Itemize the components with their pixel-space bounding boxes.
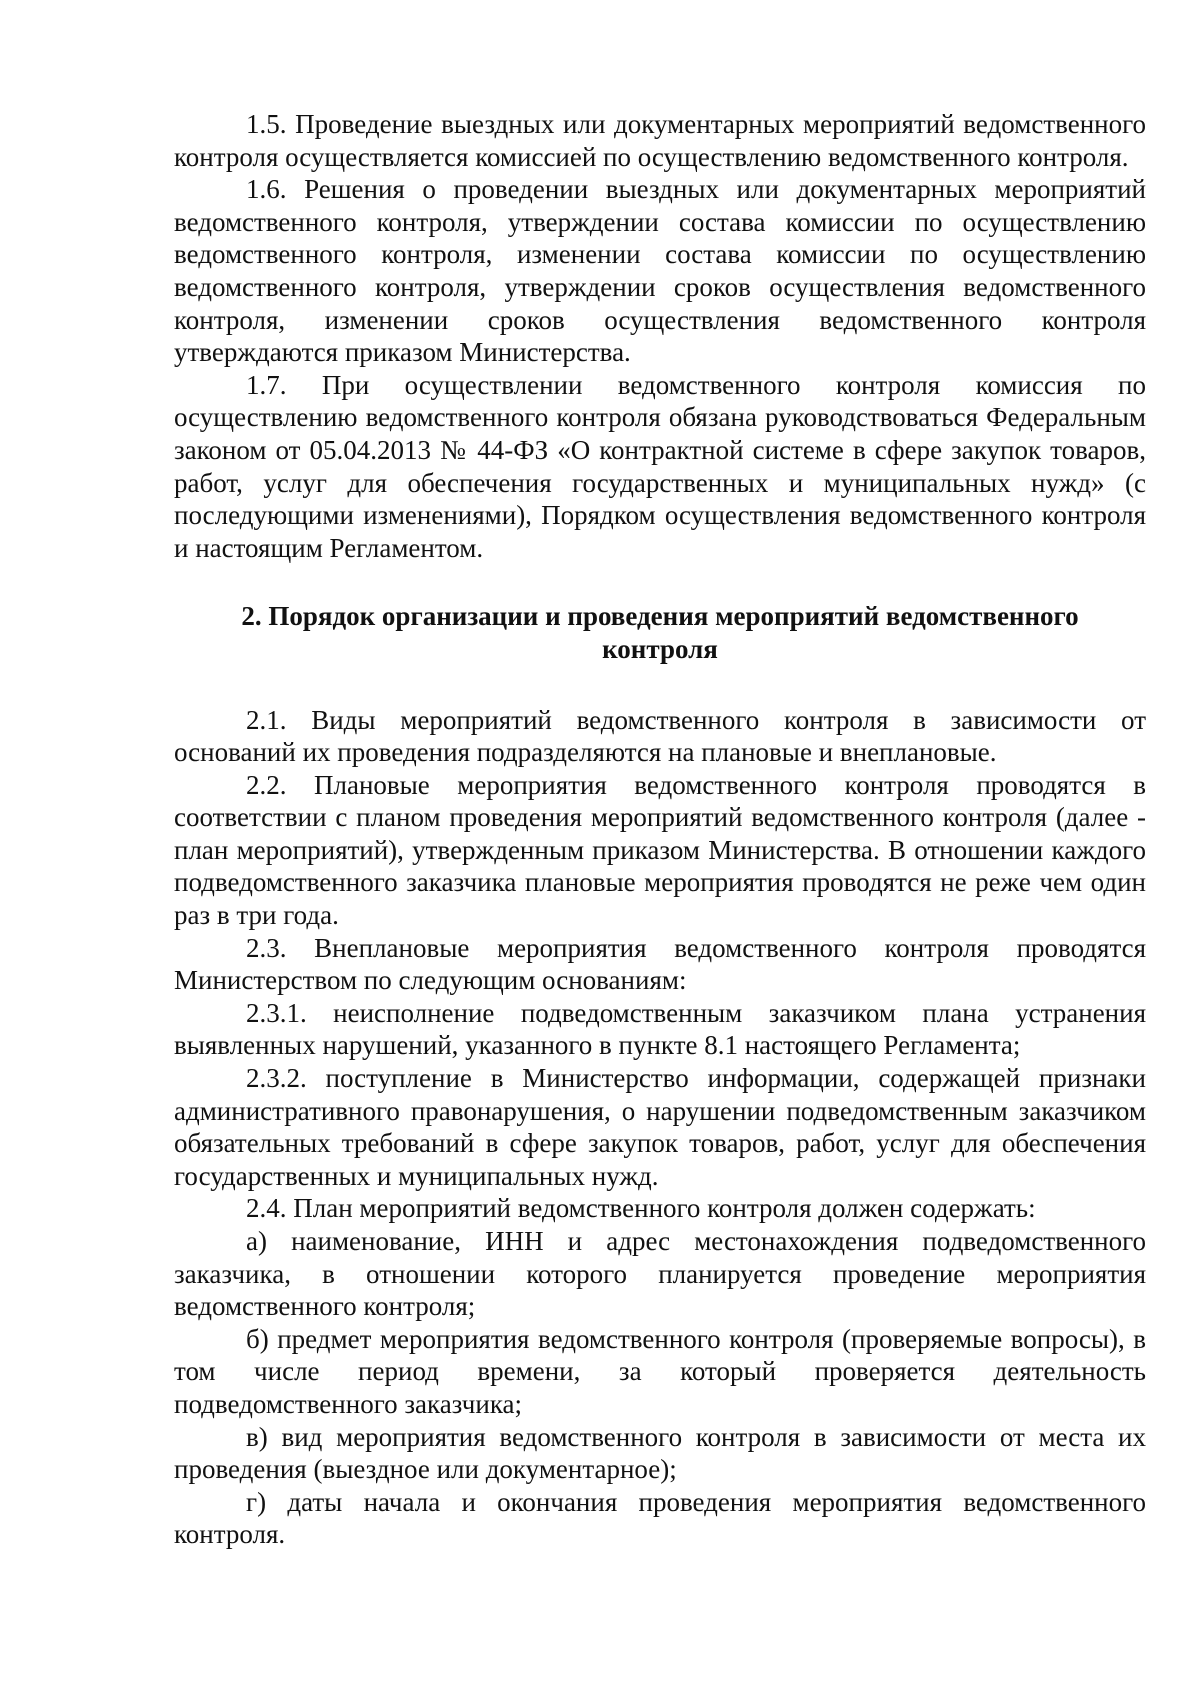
paragraph-1-5: 1.5. Проведение выездных или документарных мероприятий ведомственного контроля осуществляется комиссией по осуществлению ведомственного контроля. (174, 109, 1146, 172)
paragraph-2-3-2: 2.3.2. поступление в Министерство информации, содержащей признаки административного правонарушения, о нарушении подведомственным заказчиком обязательных требований в сфере закупок товаров, работ, услуг для обеспечения государственных и муниципальных нужд. (174, 1063, 1146, 1191)
document-page (174, 108, 1146, 1551)
list-item-v: в) вид мероприятия ведомственного контроля в зависимости от места их проведения (выездное или документарное); (174, 1421, 1146, 1485)
paragraph-2-3: 2.3. Внеплановые мероприятия ведомственного контроля проводятся Министерством по следующим основаниям: (174, 932, 1146, 996)
list-item-a: а) наименование, ИНН и адрес местонахождения подведомственного заказчика, в отношении которого планируется проведение мероприятия ведомственного контроля; (174, 1226, 1146, 1322)
paragraph-1-7: 1.7. При осуществлении ведомственного контроля комиссия по осуществлению ведомственного контроля обязана руководствоваться Федеральным законом от 05.04.2013 № 44-ФЗ «О контрактной системе в сфере закупок товаров, работ, услуг для обеспечения государственных и муниципальных нужд» (с последующими изменениями), Порядком осуществления ведомственного контроля и настоящим Регламентом. (174, 369, 1146, 563)
paragraph-2-4: 2.4. План мероприятий ведомственного контроля должен содержать: (246, 1193, 1036, 1224)
paragraph-2-3-1: 2.3.1. неисполнение подведомственным заказчиком плана устранения выявленных нарушений, указанного в пункте 8.1 настоящего Регламента; (174, 997, 1146, 1061)
list-item-g: г) даты начала и окончания проведения мероприятия ведомственного контроля. (174, 1486, 1146, 1550)
paragraph-1-6: 1.6. Решения о проведении выездных или документарных мероприятий ведомственного контроля, утверждении состава комиссии по осуществлению ведомственного контроля, изменении состава комиссии по осуществлению ведомственного контроля, утверждении сроков осуществления ведомственного контроля, изменении сроков осуществления ведомственного контроля утверждаются приказом Министерства. (174, 174, 1146, 368)
paragraph-2-2: 2.2. Плановые мероприятия ведомственного контроля проводятся в соответствии с планом проведения мероприятий ведомственного контроля (далее - план мероприятий), утвержденным приказом Министерства. В отношении каждого подведомственного заказчика плановые мероприятия проводятся не реже чем один раз в три года. (174, 769, 1146, 931)
list-item-b: б) предмет мероприятия ведомственного контроля (проверяемые вопросы), в том числе период времени, за который проверяется деятельность подведомственного заказчика; (174, 1323, 1146, 1419)
section-heading: 2. Порядок организации и проведения мероприятий ведомственного контроля (241, 601, 1079, 664)
paragraph-2-1: 2.1. Виды мероприятий ведомственного контроля в зависимости от оснований их проведения подразделяются на плановые и внеплановые. (174, 704, 1146, 768)
